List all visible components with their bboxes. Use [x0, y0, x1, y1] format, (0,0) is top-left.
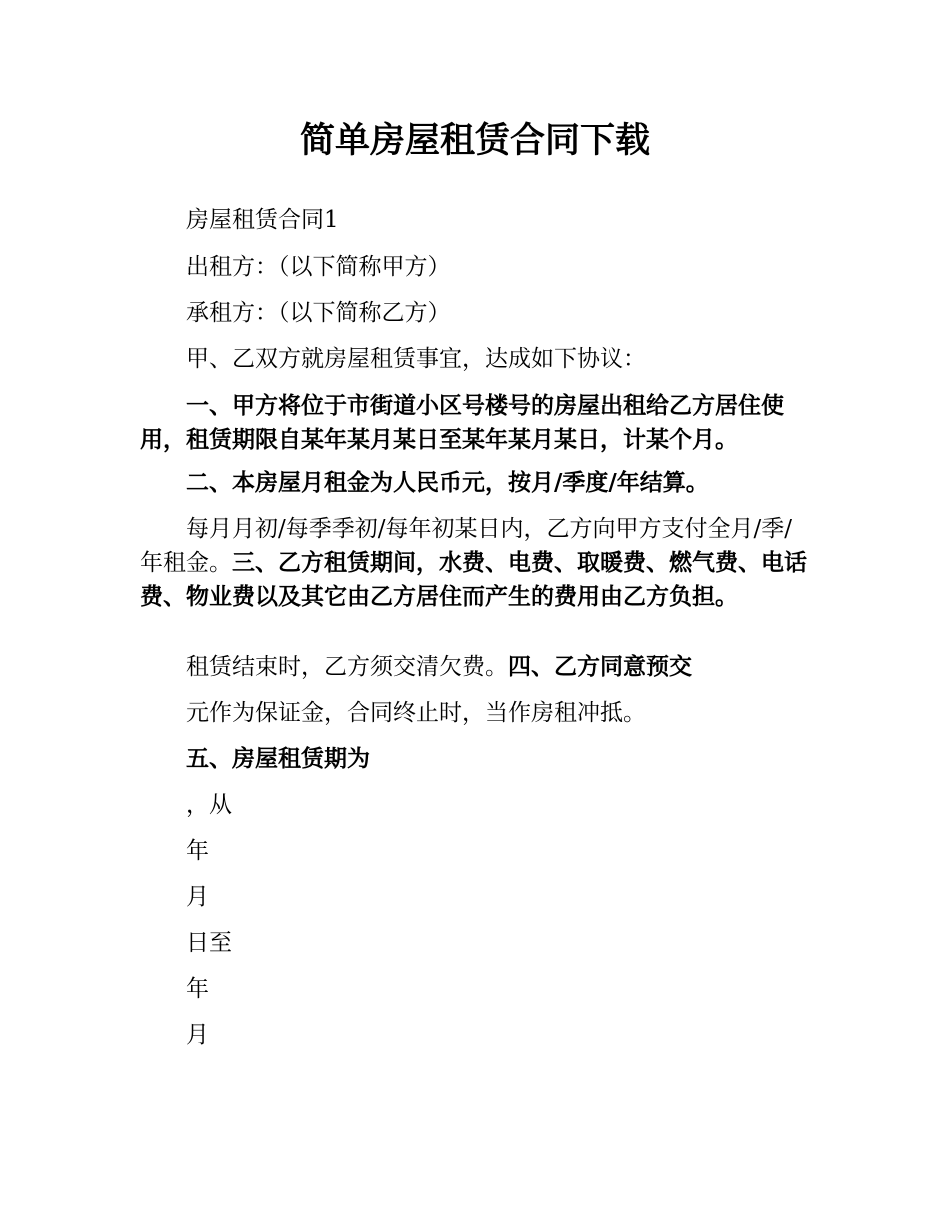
paragraph-payment-schedule — [140, 512, 812, 614]
term-end-year: 年 — [186, 976, 209, 1002]
paragraph-lessor: 出租方：（以下简称甲方） — [186, 254, 451, 280]
clause-3-expenses: 三、乙方租赁期间，水费、电费、取暖费、燃气费、电话费、物业费以及其它由乙方居住而产生的费用由乙方负担。 — [140, 550, 807, 610]
paragraph-agreement-intro: 甲、乙双方就房屋租赁事宜，达成如下协议： — [186, 346, 646, 372]
payment-schedule-text: 每月月初/每季季初/每年初某日内，乙方向甲方支付全月/季/年租金。 — [140, 516, 792, 576]
term-start-month: 月 — [186, 884, 209, 910]
clause-4-deposit: 四、乙方同意预交 — [508, 654, 692, 680]
lease-end-text: 租赁结束时，乙方须交清欠费。 — [186, 654, 508, 680]
term-end-month: 月 — [186, 1022, 209, 1048]
paragraph-lease-end — [140, 650, 812, 684]
clause-5-lease-term: 五、房屋租赁期为 — [186, 746, 370, 772]
clause-2-rent: 二、本房屋月租金为人民币元，按月/季度/年结算。 — [186, 470, 709, 496]
paragraph-deposit-terms: 元作为保证金，合同终止时，当作房租冲抵。 — [186, 700, 646, 726]
clause-1-premises: 一、甲方将位于市街道小区号楼号的房屋出租给乙方居住使用，租赁期限自某年某月某日至某年某月某日，计某个月。 — [140, 393, 784, 453]
term-from: ，从 — [186, 792, 232, 818]
paragraph-lessee: 承租方：（以下简称乙方） — [186, 300, 451, 326]
document-title: 简单房屋租赁合同下载 — [299, 121, 650, 161]
term-start-day-to: 日至 — [186, 930, 232, 956]
paragraph-contract-heading: 房屋租赁合同1 — [186, 207, 339, 233]
term-start-year: 年 — [186, 838, 209, 864]
